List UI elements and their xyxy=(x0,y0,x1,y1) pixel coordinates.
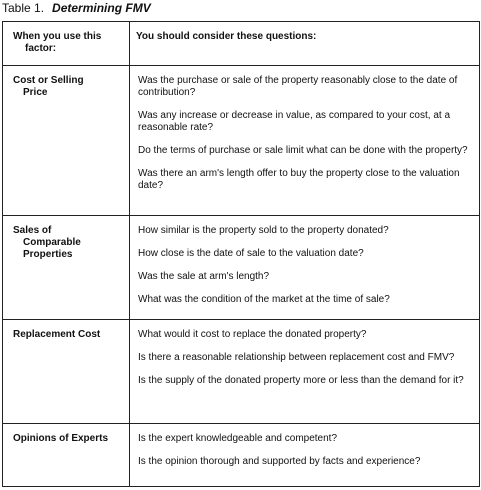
factor-label-line3: Properties xyxy=(23,249,73,260)
question-text: What would it cost to replace the donated property? xyxy=(138,329,367,340)
table-number: Table 1. xyxy=(2,1,45,15)
factor-column-header xyxy=(3,22,130,66)
table-row xyxy=(3,66,480,216)
table-caption xyxy=(2,1,151,15)
question-text: How close is the date of sale to the valuation date? xyxy=(138,248,364,259)
table-row xyxy=(3,320,480,424)
question-text: Do the terms of purchase or sale limit what can be done with the property? xyxy=(138,145,468,156)
factor-label-line1: Sales of xyxy=(13,225,52,236)
factor-label-line2: Price xyxy=(23,87,48,98)
question-text: Is there a reasonable relationship between replacement cost and FMV? xyxy=(138,352,455,363)
question-text: How similar is the property sold to the property donated? xyxy=(138,225,389,236)
fmv-table xyxy=(2,21,480,487)
question-text: Is the opinion thorough and supported by facts and experience? xyxy=(138,456,421,467)
factor-header-line2: factor: xyxy=(25,43,57,54)
factor-cell xyxy=(3,216,130,320)
factor-label-line1: Replacement Cost xyxy=(13,329,101,340)
question-text: What was the condition of the market at the time of sale? xyxy=(138,294,390,305)
factor-cell xyxy=(3,320,130,424)
question-text: Is the supply of the donated property more or less than the demand for it? xyxy=(138,375,464,386)
question-text: Was the purchase or sale of the property reasonably close to the date of contribution? xyxy=(138,75,458,98)
question-text: Was any increase or decrease in value, as compared to your cost, at a reasonable rate? xyxy=(138,110,451,133)
question-text: Is the expert knowledgeable and competent? xyxy=(138,433,338,444)
factor-label-line2: Comparable xyxy=(23,237,81,248)
table-title: Determining FMV xyxy=(52,1,151,15)
header-row xyxy=(3,22,480,66)
question-text: Was the sale at arm's length? xyxy=(138,271,270,282)
factor-cell xyxy=(3,66,130,216)
questions-column-header: You should consider these questions: xyxy=(130,22,480,66)
question-text: Was there an arm's length offer to buy the property close to the valuation date? xyxy=(138,168,460,191)
table-row xyxy=(3,216,480,320)
factor-label-line1: Opinions of Experts xyxy=(13,433,109,444)
table-row xyxy=(3,424,480,487)
factor-header-line1: When you use this xyxy=(13,31,102,42)
questions-cell xyxy=(130,216,480,320)
questions-cell xyxy=(130,320,480,424)
questions-cell xyxy=(130,424,480,487)
questions-cell xyxy=(130,66,480,216)
factor-cell xyxy=(3,424,130,487)
factor-label-line1: Cost or Selling xyxy=(13,75,84,86)
